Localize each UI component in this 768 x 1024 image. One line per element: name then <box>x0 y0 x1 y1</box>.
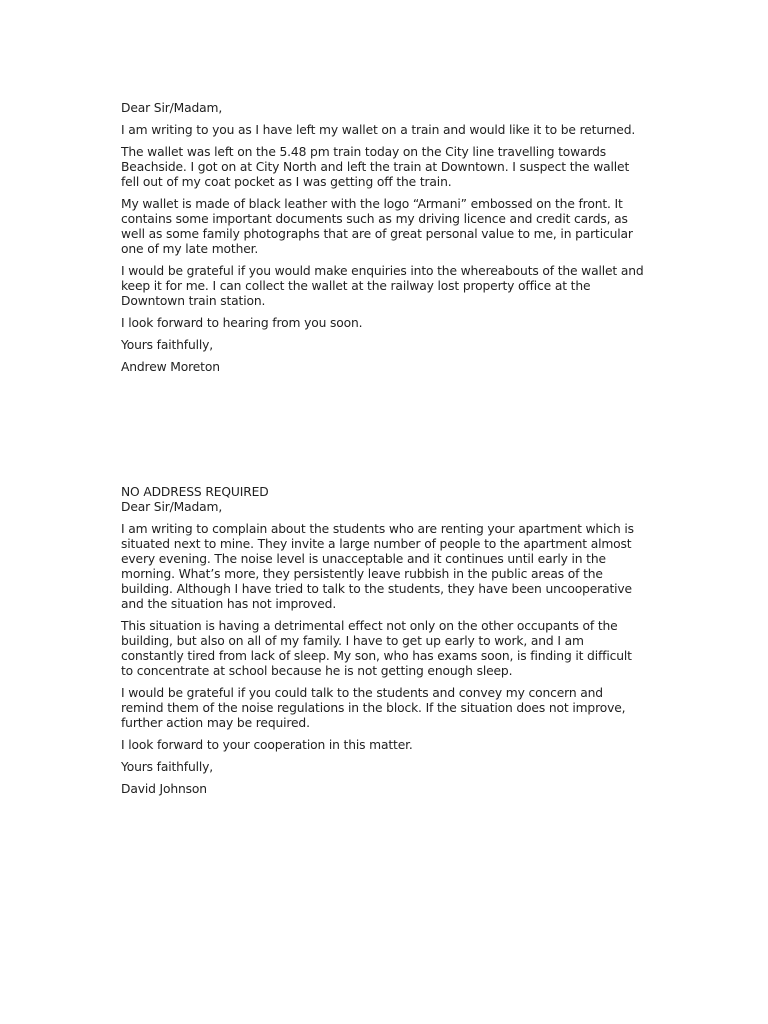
closing <box>121 338 681 353</box>
paragraph-line: This situation is having a detrimental effect not only on the other occupants of the <box>121 619 618 633</box>
salutation <box>121 500 681 515</box>
closing-text: Yours faithfully, <box>121 338 214 352</box>
paragraph-line: morning. What’s more, they persistently leave rubbish in the public areas of the <box>121 567 603 581</box>
paragraph <box>121 145 681 190</box>
signature <box>121 782 681 797</box>
paragraph <box>121 619 681 679</box>
paragraph-line: My wallet is made of black leather with the logo “Armani” embossed on the front. It <box>121 197 623 211</box>
paragraph-line: I am writing to you as I have left my wallet on a train and would like it to be returned. <box>121 123 636 137</box>
paragraph-line: contains some important documents such as my driving licence and credit cards, as <box>121 212 628 226</box>
paragraph-line: The wallet was left on the 5.48 pm train today on the City line travelling towards <box>121 145 607 159</box>
paragraph <box>121 522 681 612</box>
paragraph-line: well as some family photographs that are of great personal value to me, in particular <box>121 227 633 241</box>
paragraph-line: further action may be required. <box>121 716 310 730</box>
closing-text: Yours faithfully, <box>121 760 214 774</box>
paragraph-line: I look forward to hearing from you soon. <box>121 316 363 330</box>
paragraph-line: I would be grateful if you would make enquiries into the whereabouts of the wallet and <box>121 264 644 278</box>
paragraph-line: I look forward to your cooperation in this matter. <box>121 738 413 752</box>
salutation-text: Dear Sir/Madam, <box>121 101 223 115</box>
paragraph-line: I would be grateful if you could talk to the students and convey my concern and <box>121 686 603 700</box>
paragraph <box>121 264 681 309</box>
paragraph-line: one of my late mother. <box>121 242 259 256</box>
paragraph-line: constantly tired from lack of sleep. My son, who has exams soon, is finding it difficult <box>121 649 632 663</box>
salutation <box>121 101 681 116</box>
letter-lost-wallet <box>121 101 681 382</box>
paragraph-line: remind them of the noise regulations in the block. If the situation does not improve, <box>121 701 626 715</box>
paragraph <box>121 123 681 138</box>
letter-noise-complaint <box>121 485 681 804</box>
paragraph-line: Downtown train station. <box>121 294 266 308</box>
paragraph <box>121 316 681 331</box>
paragraph <box>121 686 681 731</box>
paragraph-line: to concentrate at school because he is not getting enough sleep. <box>121 664 513 678</box>
paragraph-line: building. Although I have tried to talk to the students, they have been uncooperative <box>121 582 632 596</box>
paragraph-line: fell out of my coat pocket as I was getting off the train. <box>121 175 452 189</box>
paragraph-line: I am writing to complain about the students who are renting your apartment which is <box>121 522 634 536</box>
paragraph-line: situated next to mine. They invite a large number of people to the apartment almost <box>121 537 632 551</box>
address-note-text: NO ADDRESS REQUIRED <box>121 485 269 499</box>
signature-name: Andrew Moreton <box>121 360 220 374</box>
paragraph <box>121 738 681 753</box>
paragraph-line: building, but also on all of my family. I have to get up early to work, and I am <box>121 634 584 648</box>
paragraph-line: every evening. The noise level is unacceptable and it continues until early in the <box>121 552 606 566</box>
address-note <box>121 485 681 500</box>
signature <box>121 360 681 375</box>
paragraph-line: Beachside. I got on at City North and left the train at Downtown. I suspect the wallet <box>121 160 630 174</box>
salutation-text: Dear Sir/Madam, <box>121 500 223 514</box>
paragraph <box>121 197 681 257</box>
closing <box>121 760 681 775</box>
paragraph-line: keep it for me. I can collect the wallet at the railway lost property office at the <box>121 279 591 293</box>
paragraph-line: and the situation has not improved. <box>121 597 337 611</box>
signature-name: David Johnson <box>121 782 207 796</box>
